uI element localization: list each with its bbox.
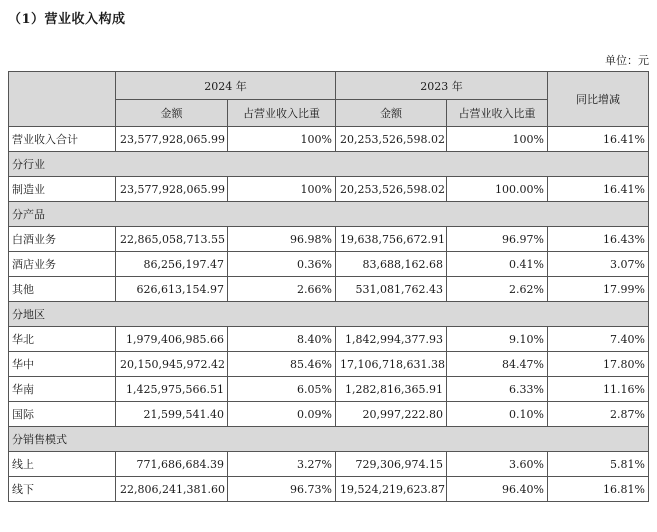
header-amount-2023: 金额 [336, 100, 447, 127]
category-row [9, 302, 649, 327]
amount-2024-cell: 626,613,154.97 [116, 277, 228, 302]
ratio-2024-cell: 6.05% [228, 377, 336, 402]
row-label-cell: 酒店业务 [9, 252, 116, 277]
amount-2023-cell: 1,842,994,377.93 [336, 327, 447, 352]
table-row [9, 252, 649, 277]
yoy-change-cell: 2.87% [548, 402, 649, 427]
ratio-2023-cell: 84.47% [447, 352, 548, 377]
ratio-2024-cell: 8.40% [228, 327, 336, 352]
header-empty-cell [9, 72, 116, 127]
amount-2023-cell: 20,253,526,598.02 [336, 127, 447, 152]
table-row [9, 352, 649, 377]
amount-2023-cell: 83,688,162.68 [336, 252, 447, 277]
row-label-cell: 华中 [9, 352, 116, 377]
amount-2024-cell: 20,150,945,972.42 [116, 352, 228, 377]
yoy-change-cell: 16.43% [548, 227, 649, 252]
header-amount-2024: 金额 [116, 100, 228, 127]
ratio-2023-cell: 9.10% [447, 327, 548, 352]
row-label-cell: 其他 [9, 277, 116, 302]
table-row [9, 277, 649, 302]
ratio-2023-cell: 0.10% [447, 402, 548, 427]
yoy-change-cell: 17.99% [548, 277, 649, 302]
table-header [9, 72, 649, 127]
amount-2024-cell: 21,599,541.40 [116, 402, 228, 427]
category-row [9, 427, 649, 452]
table-row [9, 477, 649, 502]
ratio-2024-cell: 3.27% [228, 452, 336, 477]
ratio-2023-cell: 100.00% [447, 177, 548, 202]
yoy-change-cell: 17.80% [548, 352, 649, 377]
table-row [9, 127, 649, 152]
ratio-2023-cell: 3.60% [447, 452, 548, 477]
amount-2023-cell: 19,524,219,623.87 [336, 477, 447, 502]
section-title: （1）营业收入构成 [8, 12, 126, 27]
amount-2023-cell: 19,638,756,672.91 [336, 227, 447, 252]
yoy-change-cell: 16.41% [548, 127, 649, 152]
amount-2024-cell: 771,686,684.39 [116, 452, 228, 477]
yoy-change-cell: 7.40% [548, 327, 649, 352]
unit-label: 单位：元 [605, 54, 649, 67]
yoy-change-cell: 5.81% [548, 452, 649, 477]
ratio-2024-cell: 0.09% [228, 402, 336, 427]
header-year-2023: 2023 年 [336, 72, 548, 100]
table-row [9, 227, 649, 252]
ratio-2024-cell: 2.66% [228, 277, 336, 302]
ratio-2023-cell: 0.41% [447, 252, 548, 277]
row-label-cell: 线上 [9, 452, 116, 477]
amount-2023-cell: 20,253,526,598.02 [336, 177, 447, 202]
ratio-2024-cell: 96.73% [228, 477, 336, 502]
amount-2024-cell: 23,577,928,065.99 [116, 177, 228, 202]
table-row [9, 327, 649, 352]
header-row-years [9, 72, 649, 100]
amount-2023-cell: 17,106,718,631.38 [336, 352, 447, 377]
category-row [9, 202, 649, 227]
row-label-cell: 国际 [9, 402, 116, 427]
header-year-2024: 2024 年 [116, 72, 336, 100]
table-body [9, 127, 649, 502]
ratio-2024-cell: 0.36% [228, 252, 336, 277]
amount-2024-cell: 1,425,975,566.51 [116, 377, 228, 402]
yoy-change-cell: 11.16% [548, 377, 649, 402]
row-label-cell: 华北 [9, 327, 116, 352]
table-row [9, 377, 649, 402]
category-label: 分销售模式 [9, 427, 649, 452]
row-label-cell: 华南 [9, 377, 116, 402]
ratio-2024-cell: 100% [228, 127, 336, 152]
amount-2023-cell: 729,306,974.15 [336, 452, 447, 477]
amount-2024-cell: 22,865,058,713.55 [116, 227, 228, 252]
ratio-2023-cell: 6.33% [447, 377, 548, 402]
yoy-change-cell: 16.81% [548, 477, 649, 502]
category-label: 分产品 [9, 202, 649, 227]
ratio-2024-cell: 96.98% [228, 227, 336, 252]
category-label: 分行业 [9, 152, 649, 177]
table-row [9, 402, 649, 427]
table-row [9, 452, 649, 477]
yoy-change-cell: 16.41% [548, 177, 649, 202]
table-row [9, 177, 649, 202]
amount-2024-cell: 22,806,241,381.60 [116, 477, 228, 502]
header-ratio-2023: 占营业收入比重 [447, 100, 548, 127]
row-label-cell: 制造业 [9, 177, 116, 202]
header-yoy: 同比增减 [548, 72, 649, 127]
ratio-2024-cell: 85.46% [228, 352, 336, 377]
ratio-2023-cell: 100% [447, 127, 548, 152]
amount-2023-cell: 20,997,222.80 [336, 402, 447, 427]
amount-2024-cell: 86,256,197.47 [116, 252, 228, 277]
ratio-2023-cell: 96.40% [447, 477, 548, 502]
amount-2024-cell: 23,577,928,065.99 [116, 127, 228, 152]
amount-2023-cell: 1,282,816,365.91 [336, 377, 447, 402]
row-label-cell: 营业收入合计 [9, 127, 116, 152]
ratio-2024-cell: 100% [228, 177, 336, 202]
amount-2024-cell: 1,979,406,985.66 [116, 327, 228, 352]
ratio-2023-cell: 96.97% [447, 227, 548, 252]
category-label: 分地区 [9, 302, 649, 327]
yoy-change-cell: 3.07% [548, 252, 649, 277]
amount-2023-cell: 531,081,762.43 [336, 277, 447, 302]
category-row [9, 152, 649, 177]
revenue-composition-table [8, 71, 649, 502]
ratio-2023-cell: 2.62% [447, 277, 548, 302]
row-label-cell: 线下 [9, 477, 116, 502]
header-ratio-2024: 占营业收入比重 [228, 100, 336, 127]
row-label-cell: 白酒业务 [9, 227, 116, 252]
